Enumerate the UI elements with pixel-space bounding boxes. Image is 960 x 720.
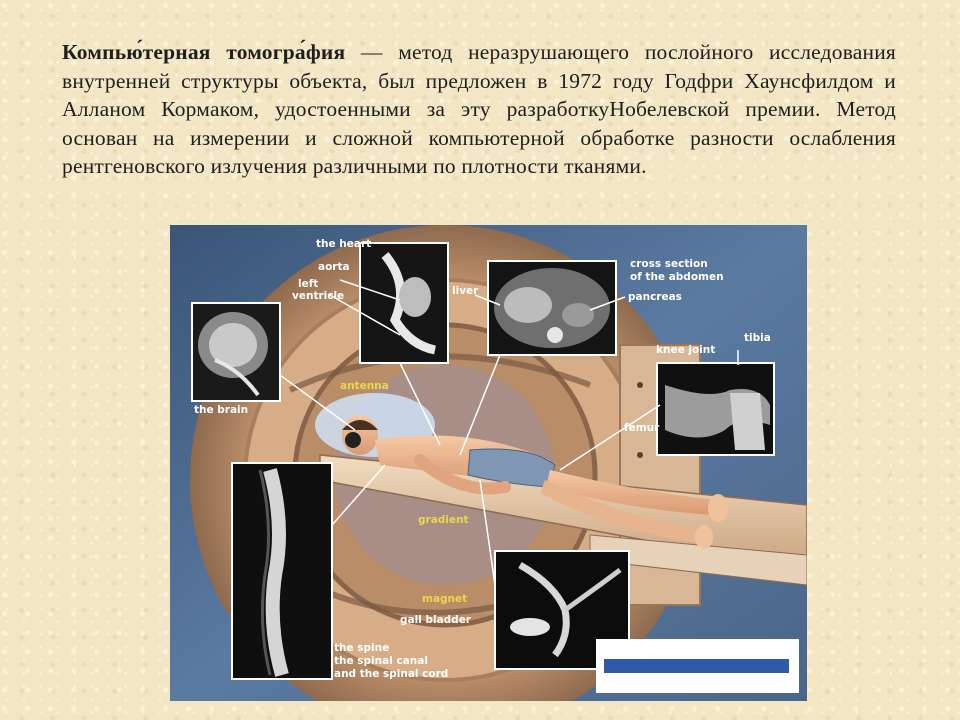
- caption-badge: [596, 639, 799, 693]
- label-tibia: tibia: [744, 332, 771, 344]
- label-aorta: aorta: [318, 261, 350, 273]
- label-femur: femur: [624, 422, 660, 434]
- scan-knee: [657, 363, 774, 455]
- label-brain: the brain: [194, 404, 249, 416]
- label-spine-2: the spinal canal: [334, 655, 428, 667]
- scan-spine: [232, 463, 332, 679]
- label-gradient: gradient: [418, 514, 469, 526]
- ct-scanner-illustration: [170, 225, 807, 701]
- label-spine-1: the spine: [334, 642, 390, 654]
- label-gall-bladder: gall bladder: [400, 614, 471, 626]
- illustration-svg: [170, 225, 807, 701]
- label-left-2: ventricle: [292, 290, 345, 302]
- label-cross-section-1: cross section: [630, 258, 708, 270]
- label-liver: liver: [452, 285, 479, 297]
- label-pancreas: pancreas: [628, 291, 682, 303]
- label-heart: the heart: [316, 238, 372, 250]
- term-heading: Компью́терная томогра́фия: [62, 40, 346, 64]
- scan-heart: [360, 243, 448, 363]
- description-text: — метод неразрушающего послойного исследования внутренней структуры объекта, был предложен в 1972 году Годфри Хаунсфилдом и Алланом Кормаком, удостоенными за эту разработкуНобелевской премии. Метод основан на измерении и сложной компьютерной обработке разности ослабления рентгеновского излучения различными по плотности тканями.: [62, 40, 897, 179]
- caption-bar: [604, 659, 789, 673]
- label-antenna: antenna: [340, 380, 389, 392]
- label-left-1: left: [298, 278, 319, 290]
- label-spine-3: and the spinal cord: [334, 668, 449, 680]
- label-knee-joint: knee joint: [656, 344, 716, 356]
- description-paragraph: [62, 38, 896, 181]
- label-magnet: magnet: [422, 593, 468, 605]
- label-cross-section-2: of the abdomen: [630, 271, 724, 283]
- scan-brain: [192, 303, 280, 401]
